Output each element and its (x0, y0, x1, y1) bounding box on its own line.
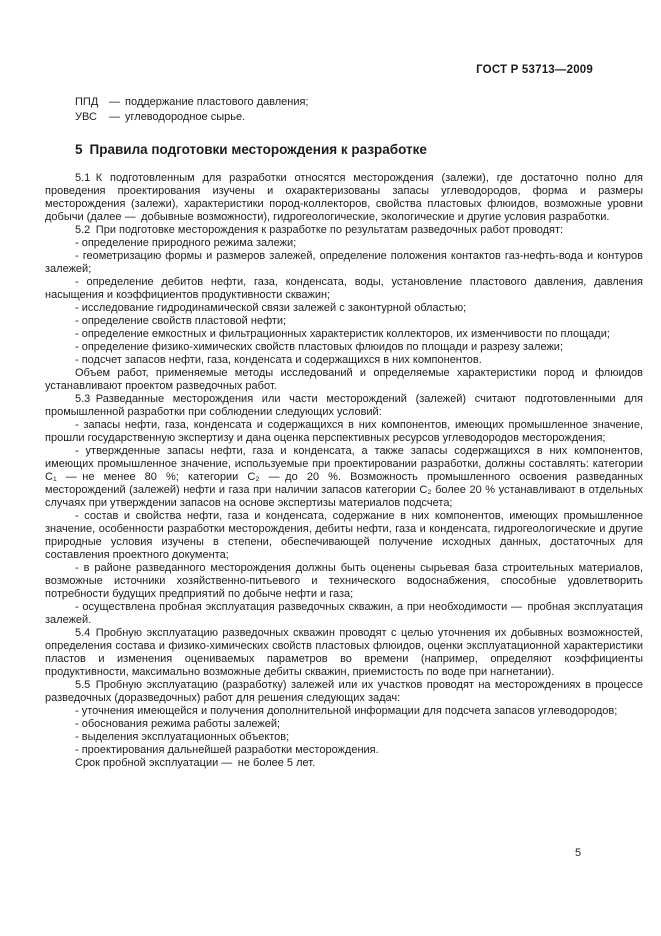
clause-5-2: 5.2 При подготовке месторождения к разработке по результатам разведочных работ проводят: (75, 224, 564, 236)
list-item-paragraph: - исследование гидродинамической связи залежей с законтурной областью; (75, 302, 467, 314)
standard-code-header: ГОСТ Р 53713—2009 (476, 64, 593, 76)
list-item-paragraph: - состав и свойства нефти, газа и конденсата, содержание в них компонентов, имеющих промышленное значение, особенности разработки месторождения, дебиты нефти, газа и конденсата, гидрогеологические и другие природные условия изучены в степени, обеспечивающей получение исходных данных, достаточных для составления проектного документа; (45, 510, 643, 561)
page-content (45, 64, 643, 770)
clause-5-4: 5.4 Пробную эксплуатацию разведочных скважин проводят с целью уточнения их добывных возможностей, определения состава и физико-химических свойств пластовых флюидов, оценки эксплуатационной характеристики пластов и изменения оцениваемых параметров во времени (например, определяют коэффициенты продуктивности, максимально возможные дебиты скважин, приемистость по воде при нагнетании). (45, 627, 643, 678)
list-item-paragraph: - осуществлена пробная эксплуатация разведочных скважин, а при необходимости — пробная эксплуатация залежей. (45, 601, 643, 626)
abbreviation-dash: — (109, 96, 120, 108)
section-title: Правила подготовки месторождения к разработке (89, 142, 427, 157)
list-item-paragraph: - определение дебитов нефти, газа, конденсата, воды, установление пластового давления, давления насыщения и коэффициентов продуктивности скважин; (45, 276, 643, 301)
list-item-paragraph: - определение природного режима залежи; (75, 237, 297, 249)
list-item-paragraph: - обоснования режима работы залежей; (75, 718, 281, 730)
abbreviation-dash: — (109, 111, 120, 123)
clause-5-3: 5.3 Разведанные месторождения или части месторождений (залежей) считают подготовленными для промышленной разработки при соблюдении следующих условий: (45, 393, 643, 418)
abbreviation-term: УВС (75, 111, 97, 123)
list-item-paragraph: - геометризацию формы и размеров залежей, определение положения контактов газ-нефть-вода и контуров залежей; (45, 250, 643, 275)
page-number: 5 (574, 847, 582, 859)
list-item-paragraph: - проектирования дальнейшей разработки месторождения. (75, 744, 379, 756)
abbreviation-list (45, 95, 643, 125)
section-number: 5 (75, 142, 83, 157)
clause-5-1: 5.1 К подготовленным для разработки относятся месторождения (залежи), где достаточно полно для проведения проектирования изучены и охарактеризованы запасы углеводородов, форма и размеры месторождения (залежи), характеристики пород-коллекторов, свойства пластовых флюидов, возможные уровни добычи (далее — добывные возможности), гидрогеологические, экологические и другие условия разработки. (45, 172, 643, 223)
list-item-paragraph: - уточнения имеющейся и получения дополнительной информации для подсчета запасов углеводородов; (75, 705, 618, 717)
list-item-paragraph: - утвержденные запасы нефти, газа и конденсата, а также запасы содержащихся в них компонентов, имеющих промышленное значение, используемые при проектировании разработки, должны составлять: категории С₁ — не менее 80 %; категории С₂ — до 20 %. Возможность промышленного освоения разведанных месторождений (залежей) нефти и газа при наличии запасов категории С₂ более 20 % устанавливают в отдельных случаях при утверждении запасов на основе экспертизы материалов подсчета; (45, 445, 643, 509)
list-item-paragraph: - подсчет запасов нефти, газа, конденсата и содержащихся в них компонентов. (75, 354, 482, 366)
abbreviation-row (45, 110, 643, 125)
list-item-paragraph: - запасы нефти, газа, конденсата и содержащихся в них компонентов, имеющих промышленное значение, прошли государственную экспертизу и дана оценка перспективных ресурсов углеводородов месторождения; (45, 419, 643, 444)
list-item-paragraph: - определение физико-химических свойств пластовых флюидов по площади и разрезу залежи; (75, 341, 564, 353)
clause-5-5: 5.5 Пробную эксплуатацию (разработку) залежей или их участков проводят на месторождениях в процессе разведочных (доразведочных) работ для решения следующих задач: (45, 679, 643, 704)
list-item-paragraph: - в районе разведанного месторождения должны быть оценены сырьевая база строительных материалов, возможные источники хозяйственно-питьевого и технического водоснабжения, способные удовлетворить потребности будущих предприятий по добыче нефти и газа; (45, 562, 643, 600)
paragraph: Объем работ, применяемые методы исследований и определяемые характеристики пород и флюидов устанавливают проектом разведочных работ. (45, 367, 643, 392)
list-item-paragraph: - определение емкостных и фильтрационных характеристик коллекторов, их изменчивости по площади; (75, 328, 610, 340)
section-heading (45, 141, 643, 158)
paragraph: Срок пробной эксплуатации — не более 5 лет. (75, 757, 316, 769)
section-body (45, 172, 643, 770)
list-item-paragraph: - определение свойств пластовой нефти; (75, 315, 287, 327)
abbreviation-definition: поддержание пластового давления; (125, 96, 309, 108)
list-item-paragraph: - выделения эксплуатационных объектов; (75, 731, 290, 743)
abbreviation-term: ППД (75, 96, 99, 108)
abbreviation-row (45, 95, 643, 110)
abbreviation-definition: углеводородное сырье. (125, 111, 246, 123)
